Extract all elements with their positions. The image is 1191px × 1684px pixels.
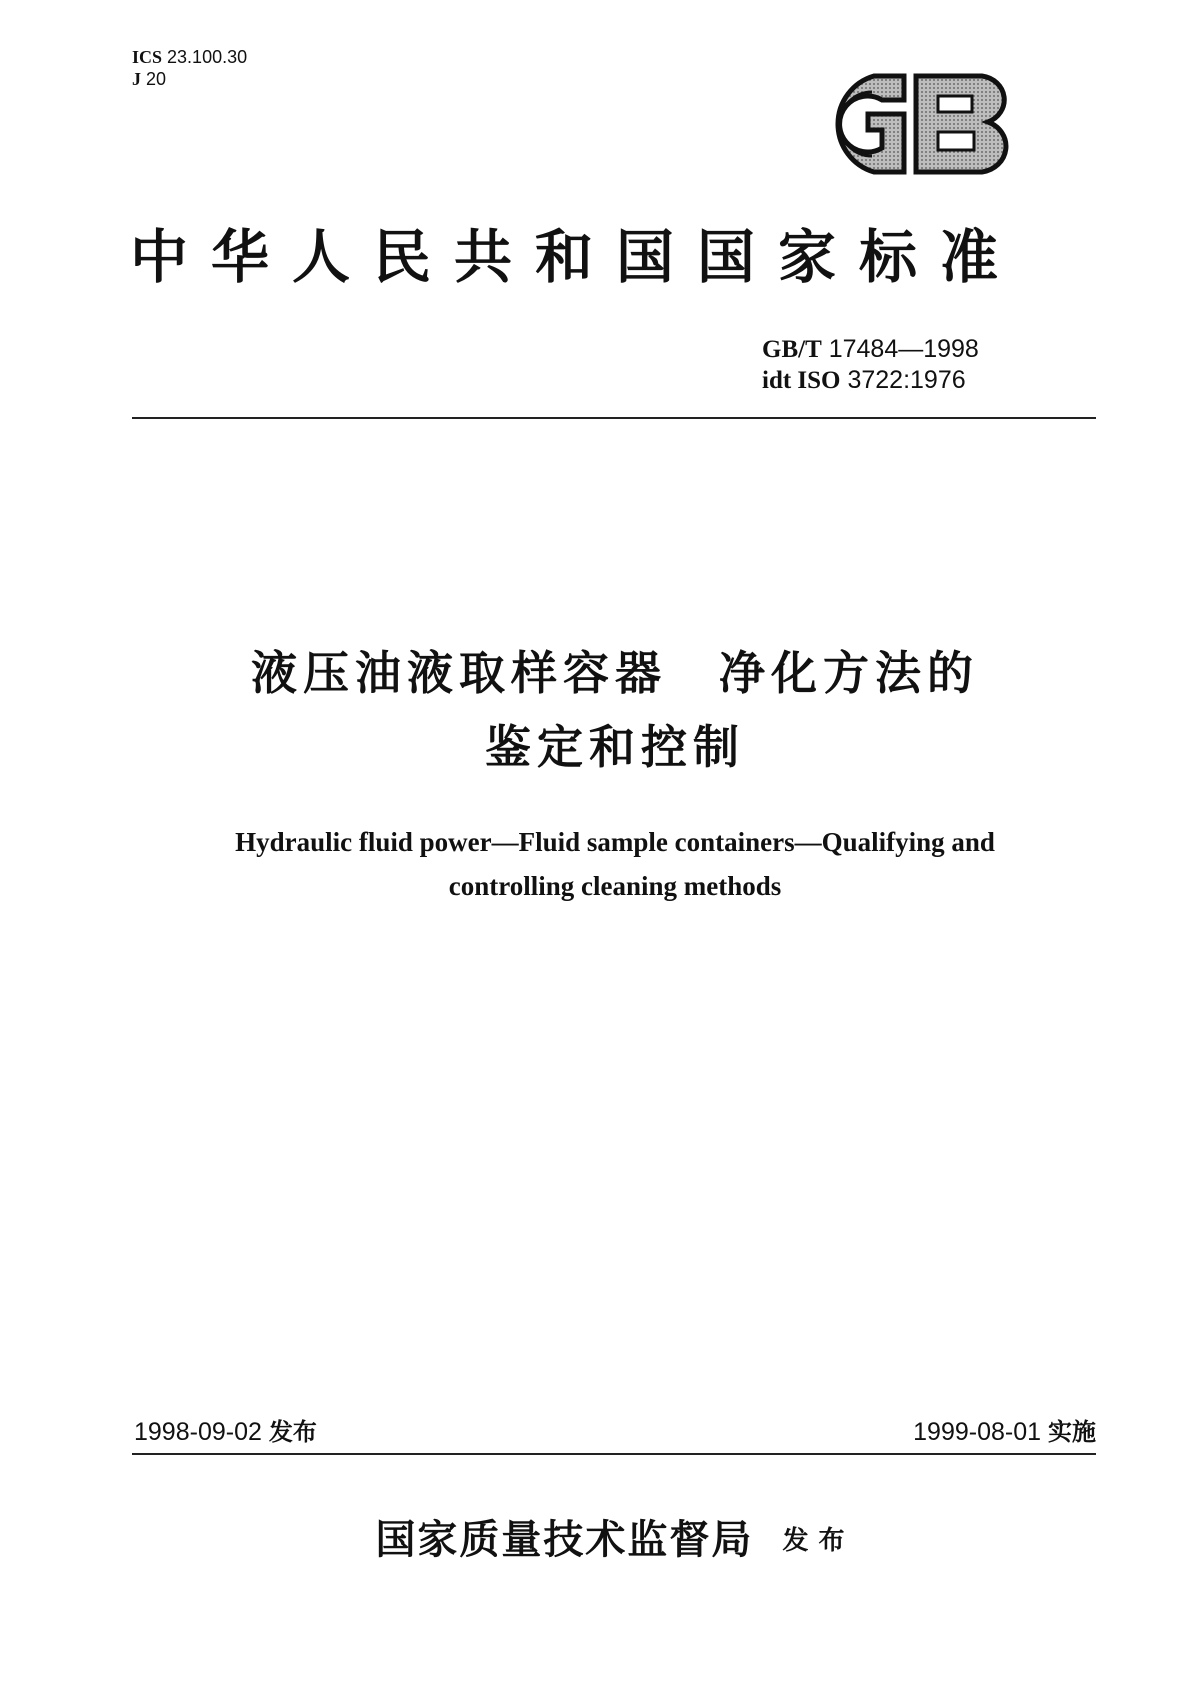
gb-logo-b bbox=[916, 76, 1006, 172]
idt-number: 3722:1976 bbox=[847, 366, 966, 394]
ics-number: 23.100.30 bbox=[167, 47, 248, 67]
issue-label: 发布 bbox=[268, 1418, 317, 1446]
title-en-line1: Hydraulic fluid power—Fluid sample containers—Qualifying and bbox=[235, 827, 995, 857]
national-standard-title: 中华人民共和国国家标准 bbox=[130, 223, 1022, 291]
standard-code-block bbox=[762, 334, 979, 396]
standard-number: 17484—1998 bbox=[828, 335, 979, 363]
title-en-line2: controlling cleaning methods bbox=[448, 871, 782, 901]
effective-date-block bbox=[913, 1416, 1096, 1448]
header-divider bbox=[132, 417, 1096, 419]
title-cn-line2: 鉴定和控制 bbox=[485, 720, 745, 774]
ics-line bbox=[132, 46, 247, 68]
issue-date-block bbox=[134, 1416, 317, 1448]
issue-date: 1998-09-02 bbox=[134, 1418, 262, 1446]
title-cn-line1: 液压油液取样容器 净化方法的 bbox=[251, 646, 979, 700]
ics-label: ICS bbox=[132, 47, 163, 67]
publisher-name: 国家质量技术监督局 bbox=[375, 1516, 754, 1563]
effective-date: 1999-08-01 bbox=[913, 1418, 1042, 1446]
gb-logo-g bbox=[838, 76, 904, 172]
effective-label: 实施 bbox=[1048, 1418, 1096, 1446]
idt-prefix: idt ISO bbox=[762, 367, 841, 394]
publisher-block bbox=[120, 1508, 1110, 1565]
classification-block bbox=[132, 46, 247, 90]
idt-line bbox=[762, 365, 979, 396]
class-label: J bbox=[132, 69, 141, 89]
gb-logo bbox=[812, 66, 1022, 182]
footer-divider bbox=[132, 1453, 1096, 1455]
standard-prefix: GB/T bbox=[762, 336, 822, 363]
class-line bbox=[132, 68, 247, 90]
class-number: 20 bbox=[146, 69, 167, 89]
standard-number-line bbox=[762, 334, 979, 365]
publisher-action: 发布 bbox=[782, 1526, 855, 1556]
